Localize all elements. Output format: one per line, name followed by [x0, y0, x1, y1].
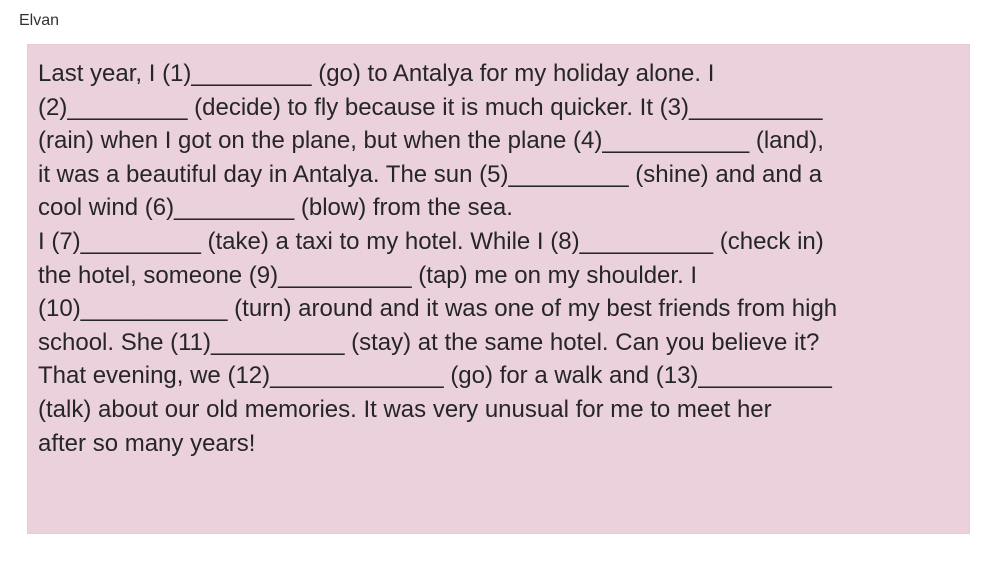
passage-line: (10)___________ (turn) around and it was one of my best friends from high: [38, 295, 838, 323]
passage-line: I (7)_________ (take) a taxi to my hotel. While I (8)__________ (check in): [38, 227, 824, 255]
passage-line: school. She (11)__________ (stay) at the same hotel. Can you believe it?: [38, 328, 820, 356]
passage-text: [38, 57, 968, 460]
passage-line: it was a beautiful day in Antalya. The sun (5)_________ (shine) and and a: [38, 160, 823, 188]
passage-line: That evening, we (12)_____________ (go) for a walk and (13)__________: [38, 362, 832, 390]
passage-line: Last year, I (1)_________ (go) to Antalya for my holiday alone. I: [38, 60, 715, 87]
passage-line: after so many years!: [38, 429, 256, 457]
passage-line: cool wind (6)_________ (blow) from the sea.: [38, 194, 513, 222]
passage-line: (talk) about our old memories. It was very unusual for me to meet her: [38, 395, 772, 423]
passage-line: the hotel, someone (9)__________ (tap) me on my shoulder. I: [38, 261, 698, 289]
author-name: Elvan: [19, 12, 60, 29]
passage-line: (2)_________ (decide) to fly because it is much quicker. It (3)__________: [38, 93, 823, 121]
passage-line: (rain) when I got on the plane, but when the plane (4)___________ (land),: [38, 127, 824, 155]
worksheet-card: [28, 45, 969, 533]
